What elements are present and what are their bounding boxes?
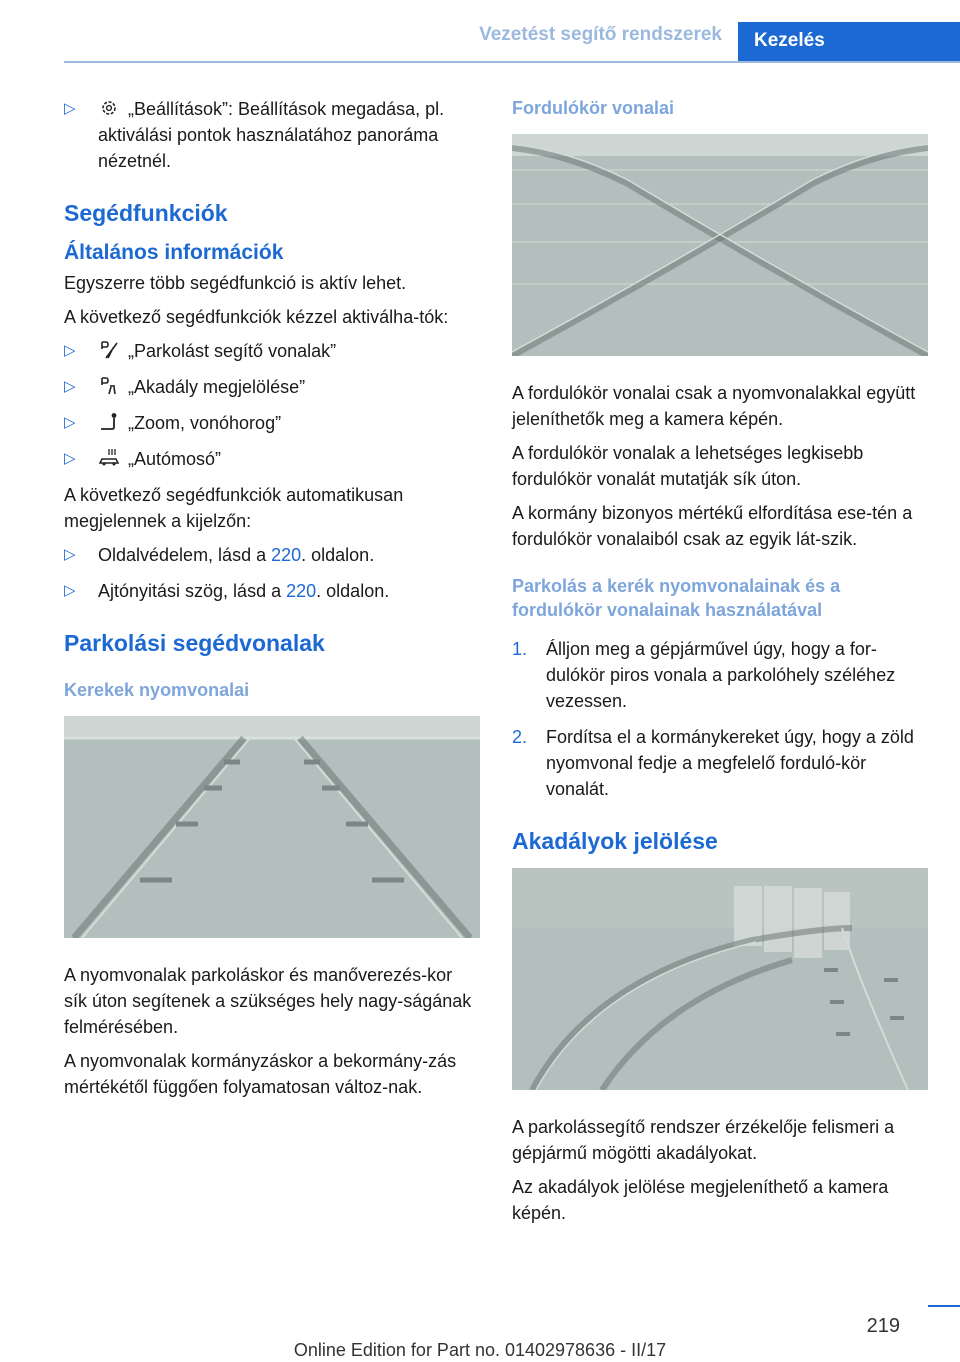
paragraph: A fordulókör vonalai csak a nyomvonalakkal együtt jeleníthetők meg a kamera képén. (512, 383, 916, 429)
paragraph: Egyszerre több segédfunkció is aktív lehet. (64, 273, 407, 293)
page-header (0, 0, 960, 62)
settings-list (64, 96, 480, 174)
page-reference-link[interactable]: 220 (271, 545, 302, 565)
manual-item-text: „Zoom, vonóhorog” (128, 413, 282, 433)
list-item (512, 636, 928, 714)
step-number: 1. (512, 639, 528, 659)
heading-parking-lines: Parkolási segédvonalak (64, 630, 325, 656)
gear-icon (98, 98, 120, 118)
bullet-triangle-icon: ▷ (64, 342, 76, 359)
step-text: Fordítsa el a kormánykereket úgy, hogy a zöld nyomvonal fedje a megfelelő forduló-kör vonalát. (546, 727, 914, 799)
heading-aux-functions: Segédfunkciók (64, 200, 228, 226)
manual-functions-list (64, 338, 480, 472)
list-item (512, 724, 928, 802)
bullet-triangle-icon: ▷ (64, 100, 76, 117)
step-number: 2. (512, 727, 528, 747)
edition-footer: Online Edition for Part no. 01402978636 - II/17 (293, 1340, 667, 1360)
auto-item-text: Ajtónyitási szög, lásd a (98, 581, 287, 601)
steps-list (512, 636, 928, 802)
paragraph: A következő segédfunkciók kézzel aktiválha-tók: (64, 307, 449, 327)
wheel-tracks-figure (64, 716, 480, 938)
list-item (64, 410, 480, 436)
paragraph: A nyomvonalak kormányzáskor a bekormány-zás mértékétől függően folyamatosan változ-nak. (64, 1051, 457, 1097)
car-wash-icon (98, 448, 120, 468)
auto-item-text: Oldalvédelem, lásd a (98, 545, 272, 565)
left-column (64, 96, 480, 1108)
auto-item-suffix: . oldalon. (301, 545, 375, 565)
obstacle-marking-figure (512, 868, 928, 1090)
bullet-triangle-icon: ▷ (64, 450, 76, 467)
paragraph: Az akadályok jelölése megjeleníthető a kamera képén. (512, 1177, 889, 1223)
right-column (512, 96, 928, 1234)
bullet-triangle-icon: ▷ (64, 546, 76, 563)
settings-bullet-text: „Beállítások”: Beállítások megadása, pl. aktiválási pontok használatához panoráma nézetnél. (98, 99, 445, 171)
tow-hitch-zoom-icon (98, 412, 120, 432)
paragraph: A nyomvonalak parkoláskor és manőverezés-kor sík úton segítenek a szükséges hely nagy-ságának felmérésében. (64, 965, 472, 1037)
manual-item-text: „Parkolást segítő vonalak” (128, 341, 337, 361)
list-item (64, 578, 480, 604)
turning-circle-figure (512, 134, 928, 356)
obstacle-marking-icon (98, 376, 120, 396)
page-reference-link[interactable]: 220 (286, 581, 317, 601)
bullet-triangle-icon: ▷ (64, 582, 76, 599)
header-chapter-tab: Kezelés (738, 22, 960, 62)
paragraph: A fordulókör vonalak a lehetséges legkisebb fordulókör vonalát mutatják sík úton. (512, 443, 864, 489)
list-item (64, 338, 480, 364)
manual-item-text: „Akadály megjelölése” (128, 377, 306, 397)
heading-general-info: Általános információk (64, 241, 284, 264)
heading-obstacle-marking: Akadályok jelölése (512, 828, 718, 854)
list-item (64, 374, 480, 400)
heading-parking-usage: Parkolás a kerék nyomvonalainak és a fordulókör vonalainak használatával (512, 576, 841, 620)
header-section-title: Vezetést segítő rendszerek (479, 24, 722, 45)
bullet-triangle-icon: ▷ (64, 414, 76, 431)
list-item (64, 542, 480, 568)
paragraph: A parkolássegítő rendszer érzékelője felismeri a gépjármű mögötti akadályokat. (512, 1117, 895, 1163)
auto-functions-list (64, 542, 480, 604)
bullet-triangle-icon: ▷ (64, 378, 76, 395)
heading-turning-circle-lines: Fordulókör vonalai (512, 98, 675, 118)
paragraph: A következő segédfunkciók automatikusan megjelennek a kijelzőn: (64, 485, 404, 531)
header-rule (64, 61, 960, 63)
heading-wheel-tracks: Kerekek nyomvonalai (64, 680, 250, 700)
list-item (64, 446, 480, 472)
parking-lines-icon (98, 340, 120, 360)
page-number-rule (928, 1305, 960, 1307)
auto-item-suffix: . oldalon. (316, 581, 390, 601)
paragraph: A kormány bizonyos mértékű elfordítása ese-tén a fordulókör vonalaiból csak az egyik lát-szik. (512, 503, 913, 549)
step-text: Álljon meg a gépjárművel úgy, hogy a for-dulókör piros vonala a parkolóhely széléhez vezessen. (546, 639, 896, 711)
page-number: 219 (866, 1315, 900, 1337)
manual-item-text: „Autómosó” (128, 449, 222, 469)
list-item (64, 96, 480, 174)
